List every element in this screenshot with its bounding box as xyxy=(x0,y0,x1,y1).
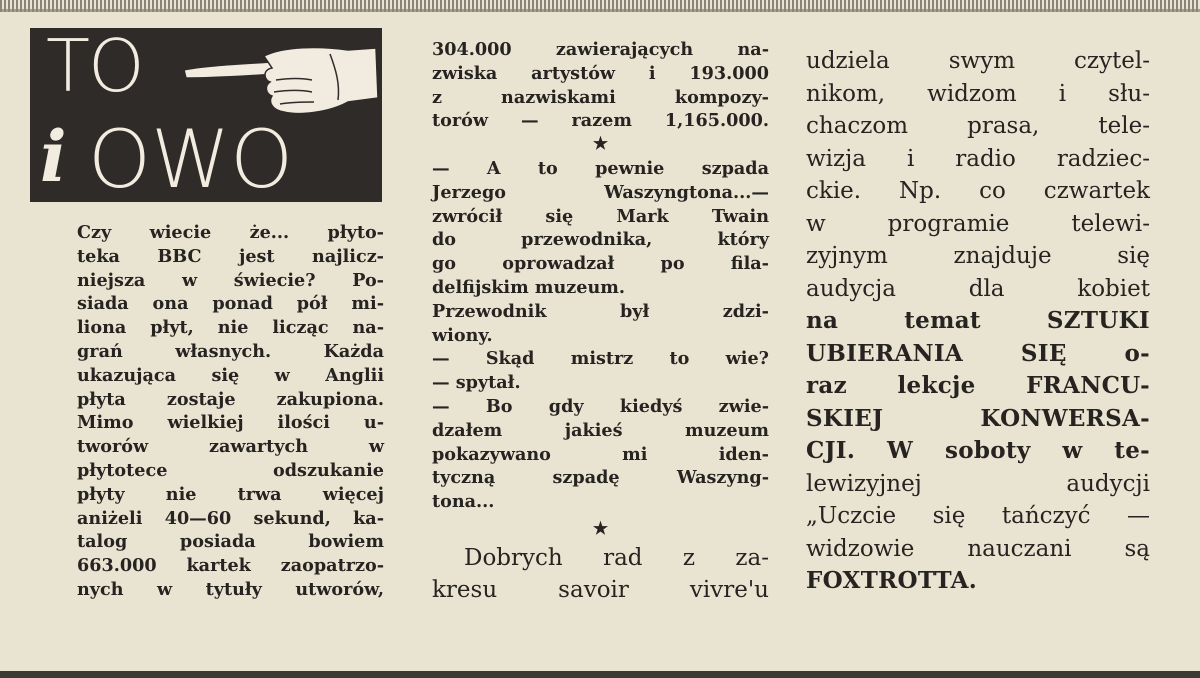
text-line: pokazywano mi iden- xyxy=(432,443,769,465)
text-line: Czy wiecie że... płyto- xyxy=(77,222,384,243)
text-line: chaczom prasa, tele- xyxy=(806,113,1150,139)
text-line: na temat SZTUKI xyxy=(806,307,1150,334)
text-line: udziela swym czytel- xyxy=(806,48,1150,74)
text-line: dzałem jakieś muzeum xyxy=(432,419,769,441)
text-line: 663.000 kartek zaopatrzo- xyxy=(77,555,384,577)
text-line: zwrócił się Mark Twain xyxy=(432,205,769,227)
text-line: płyta zostaje zakupiona. xyxy=(77,388,384,410)
text-line: „Uczcie się tańczyć — xyxy=(806,503,1150,529)
column-logo xyxy=(30,28,382,202)
text-line: płyty nie trwa więcej xyxy=(77,483,384,505)
text-line: nych w tytuły utworów, xyxy=(77,578,384,600)
text-line: siada ona ponad pół mi- xyxy=(77,293,384,315)
text-line: w programie telewi- xyxy=(806,210,1150,237)
star-separator: ★ xyxy=(592,518,609,539)
text-line: FOXTROTTA. xyxy=(806,567,978,594)
text-line: z nazwiskami kompozy- xyxy=(432,86,769,108)
text-line: wiony. xyxy=(432,324,493,346)
text-line: liona płyt, nie licząc na- xyxy=(77,317,384,339)
text-line: talog posiada bowiem xyxy=(77,531,384,553)
text-line: wizja i radio radziec- xyxy=(806,145,1150,172)
text-line: Mimo wielkiej ilości u- xyxy=(77,412,384,434)
text-line: — Bo gdy kiedyś zwie- xyxy=(432,395,769,417)
text-line: widzowie nauczani są xyxy=(806,535,1150,562)
text-line: teka BBC jest najlicz- xyxy=(77,245,384,267)
text-line: aniżeli 40—60 sekund, ka- xyxy=(77,507,384,529)
text-line: do przewodnika, który xyxy=(432,229,769,251)
text-line: grań własnych. Każda xyxy=(77,340,384,362)
text-line: tworów zawartych w xyxy=(77,436,384,458)
text-line: zwiska artystów i 193.000 xyxy=(432,62,769,84)
star-separator: ★ xyxy=(592,134,609,155)
text-line: tyczną szpadę Waszyng- xyxy=(432,467,769,489)
text-line: raz lekcje FRANCU- xyxy=(806,372,1150,399)
text-line: nikom, widzom i słu- xyxy=(806,80,1150,107)
top-rule xyxy=(0,0,1200,12)
text-line: ckie. Np. co czwartek xyxy=(806,178,1150,204)
text-line: delfijskim muzeum. xyxy=(432,276,625,298)
text-line: — spytał. xyxy=(432,372,521,394)
text-line: — A to pewnie szpada xyxy=(432,157,769,179)
text-line: CJI. W soboty w te- xyxy=(806,437,1150,464)
text-line: — Skąd mistrz to wie? xyxy=(432,348,769,370)
column-3 xyxy=(806,45,1150,598)
text-line: tona... xyxy=(432,491,495,513)
bottom-rule xyxy=(0,671,1200,678)
logo-word-owo: OWO xyxy=(88,113,294,202)
text-line: UBIERANIA SIĘ o- xyxy=(806,339,1150,367)
column-2 xyxy=(432,38,769,606)
text-line: niejsza w świecie? Po- xyxy=(77,269,384,291)
text-line: torów — razem 1,165.000. xyxy=(432,110,769,132)
text-line: go oprowadzał po fila- xyxy=(432,253,769,275)
logo-word-i: i xyxy=(40,115,67,198)
text-line: Jerzego Waszyngtona...— xyxy=(432,181,769,203)
text-line: lewizyjnej audycji xyxy=(806,470,1150,497)
text-line: ukazująca się w Anglii xyxy=(77,364,384,386)
text-line: zyjnym znajduje się xyxy=(806,243,1150,269)
text-line: płytotece odszukanie xyxy=(77,459,384,481)
column-1 xyxy=(77,221,384,602)
text-line: 304.000 zawierających na- xyxy=(432,39,769,60)
logo-word-to: TO xyxy=(46,28,143,108)
text-line: SKIEJ KONWERSA- xyxy=(806,404,1150,432)
text-line: audycja dla kobiet xyxy=(806,275,1150,302)
text-line: Przewodnik był zdzi- xyxy=(432,300,769,322)
pointing-hand-icon xyxy=(180,40,380,120)
text-line: Dobrych rad z za- xyxy=(464,544,769,571)
text-line: kresu savoir vivre'u xyxy=(432,576,769,603)
